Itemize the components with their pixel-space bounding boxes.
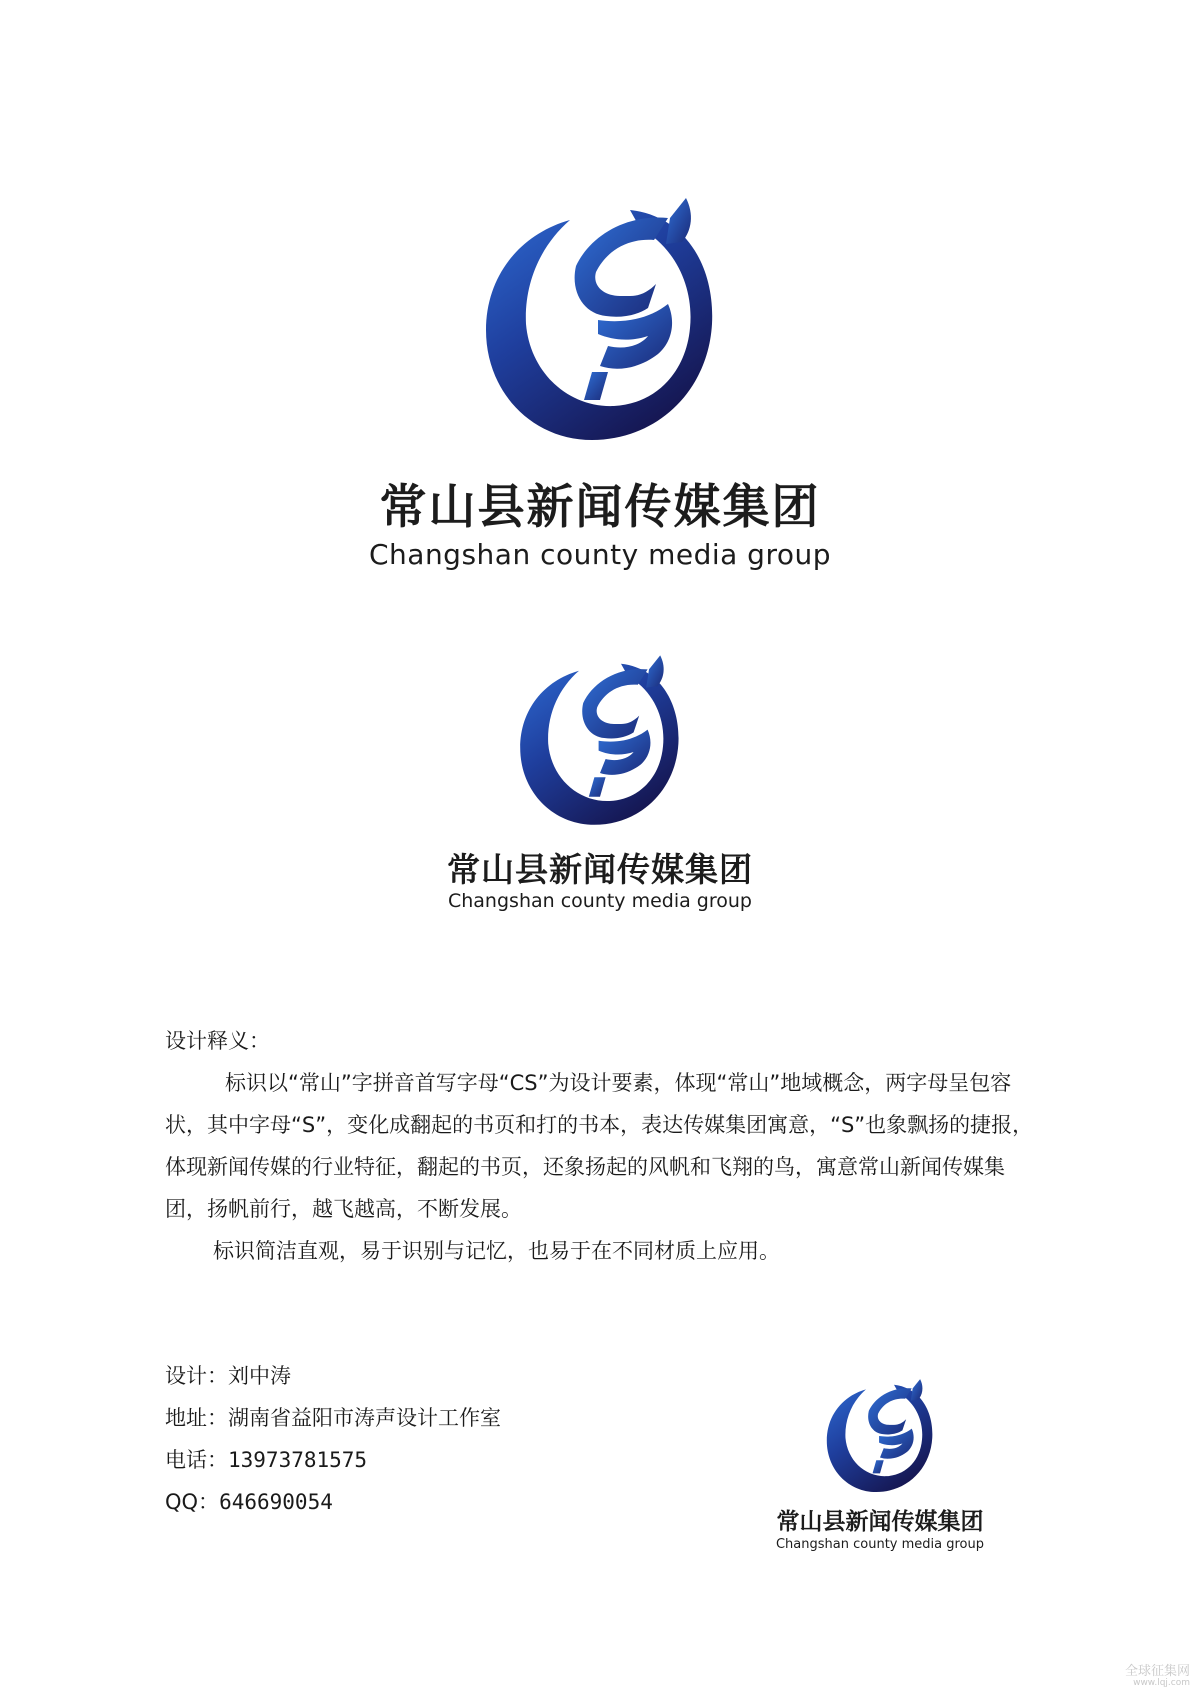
designer-row [165,1355,501,1397]
logo-medium [0,654,1200,911]
phone-label: 电话： [165,1448,228,1472]
description-paragraph: 标识以“常山”字拼音首写字母“CS”为设计要素，体现“常山”地域概念，两字母呈包容状，其中字母“S”，变化成翻起的书页和打的书本，表达传媒集团寓意，“S”也象飘扬的捷报，体现新闻传媒的行业特征，翻起的书页，还象扬起的风帆和飞翔的鸟，寓意常山新闻传媒集团，扬帆前行，越飞越高，不断发展。 [165,1071,1034,1221]
designer-label: 设计： [165,1364,228,1388]
cs-logo-icon [516,654,684,829]
qq-row [165,1481,501,1523]
phone-value: 13973781575 [228,1448,368,1472]
cs-logo-icon [480,196,720,446]
brand-name-en: Changshan county media group [368,538,831,571]
address-value: 湖南省益阳市涛声设计工作室 [228,1406,501,1430]
description-paragraph: 标识简洁直观，易于识别与记忆，也易于在不同材质上应用。 [213,1239,780,1263]
address-label: 地址： [165,1406,228,1430]
contact-info [165,1355,501,1523]
address-row [165,1397,501,1439]
logo-large [0,196,1200,569]
design-description [165,1020,1045,1272]
cs-logo-icon [824,1378,936,1495]
watermark-url: www.lqj.com [1133,1678,1190,1689]
watermark-text: 全球征集网 [1124,1663,1190,1679]
watermark [1125,1665,1190,1689]
phone-row [165,1439,501,1481]
brand-name-cn: 常山县新闻传媒集团 [379,480,821,535]
qq-label: QQ： [165,1490,220,1514]
qq-value: 646690054 [219,1490,333,1514]
logo-small [740,1378,1020,1551]
description-heading: 设计释义： [165,1029,270,1053]
brand-name-cn: 常山县新闻传媒集团 [776,1509,984,1535]
designer-name: 刘中涛 [228,1364,291,1388]
brand-name-en: Changshan county media group [447,890,752,912]
brand-name-en: Changshan county media group [775,1537,984,1552]
brand-name-cn: 常山县新闻传媒集团 [447,850,753,889]
